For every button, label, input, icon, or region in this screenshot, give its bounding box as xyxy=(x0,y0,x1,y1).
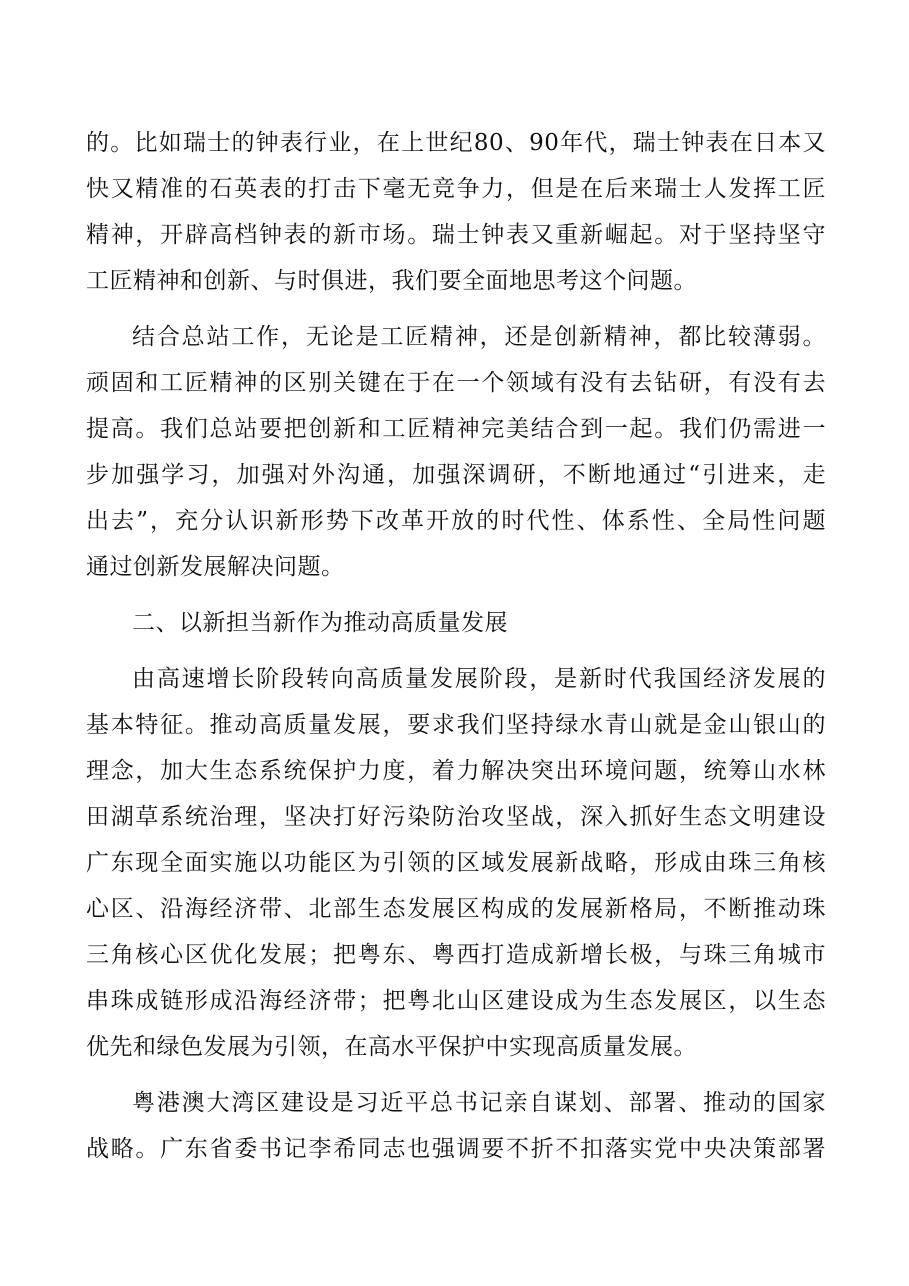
paragraph-2 xyxy=(86,314,826,590)
section-heading xyxy=(86,600,826,646)
text-line: 串珠成链形成沿海经济带；把粤北山区建设成为生态发展区，以生态 xyxy=(86,988,826,1014)
text-line: 快又精准的石英表的打击下毫无竞争力，但是在后来瑞士人发挥工匠 xyxy=(86,176,826,202)
text-line: 的。比如瑞士的钟表行业，在上世纪80、90年代，瑞士钟表在日本又 xyxy=(86,130,826,156)
paragraph-1 xyxy=(86,120,826,304)
text-line: 出去”，充分认识新形势下改革开放的时代性、体系性、全局性问题 xyxy=(86,508,826,534)
text-line: 三角核心区优化发展；把粤东、粤西打造成新增长极，与珠三角城市 xyxy=(86,942,826,968)
text-line: 顽固和工匠精神的区别关键在于在一个领域有没有去钻研，有没有去 xyxy=(86,370,826,396)
paragraph-gap xyxy=(86,304,826,314)
text-line: 结合总站工作，无论是工匠精神，还是创新精神，都比较薄弱。 xyxy=(132,324,826,350)
paragraph-5 xyxy=(86,1080,826,1172)
text-line: 粤港澳大湾区建设是习近平总书记亲自谋划、部署、推动的国家 xyxy=(132,1090,826,1116)
document-body xyxy=(86,120,826,1172)
text-line: 通过创新发展解决问题。 xyxy=(86,554,345,580)
text-line: 工匠精神和创新、与时俱进，我们要全面地思考这个问题。 xyxy=(86,268,697,294)
text-line: 基本特征。推动高质量发展，要求我们坚持绿水青山就是金山银山的 xyxy=(86,712,826,738)
text-line: 田湖草系统治理，坚决打好污染防治攻坚战，深入抓好生态文明建设 xyxy=(86,804,826,830)
heading-text: 二、以新担当新作为推动高质量发展 xyxy=(132,610,508,636)
text-line: 由高速增长阶段转向高质量发展阶段，是新时代我国经济发展的 xyxy=(132,666,826,692)
paragraph-gap xyxy=(86,590,826,600)
text-line: 理念，加大生态系统保护力度，着力解决突出环境问题，统筹山水林 xyxy=(86,758,826,784)
text-line: 精神，开辟高档钟表的新市场。瑞士钟表又重新崛起。对于坚持坚守 xyxy=(86,222,826,248)
paragraph-4 xyxy=(86,656,826,1070)
text-line: 战略。广东省委书记李希同志也强调要不折不扣落实党中央决策部署 xyxy=(86,1136,826,1162)
text-line: 优先和绿色发展为引领，在高水平保护中实现高质量发展。 xyxy=(86,1034,697,1060)
text-line: 提高。我们总站要把创新和工匠精神完美结合到一起。我们仍需进一 xyxy=(86,416,826,442)
text-line: 心区、沿海经济带、北部生态发展区构成的发展新格局，不断推动珠 xyxy=(86,896,826,922)
paragraph-gap xyxy=(86,1070,826,1080)
paragraph-gap xyxy=(86,646,826,656)
text-line: 广东现全面实施以功能区为引领的区域发展新战略，形成由珠三角核 xyxy=(86,850,826,876)
text-line: 步加强学习，加强对外沟通，加强深调研，不断地通过“引进来，走 xyxy=(86,462,826,488)
